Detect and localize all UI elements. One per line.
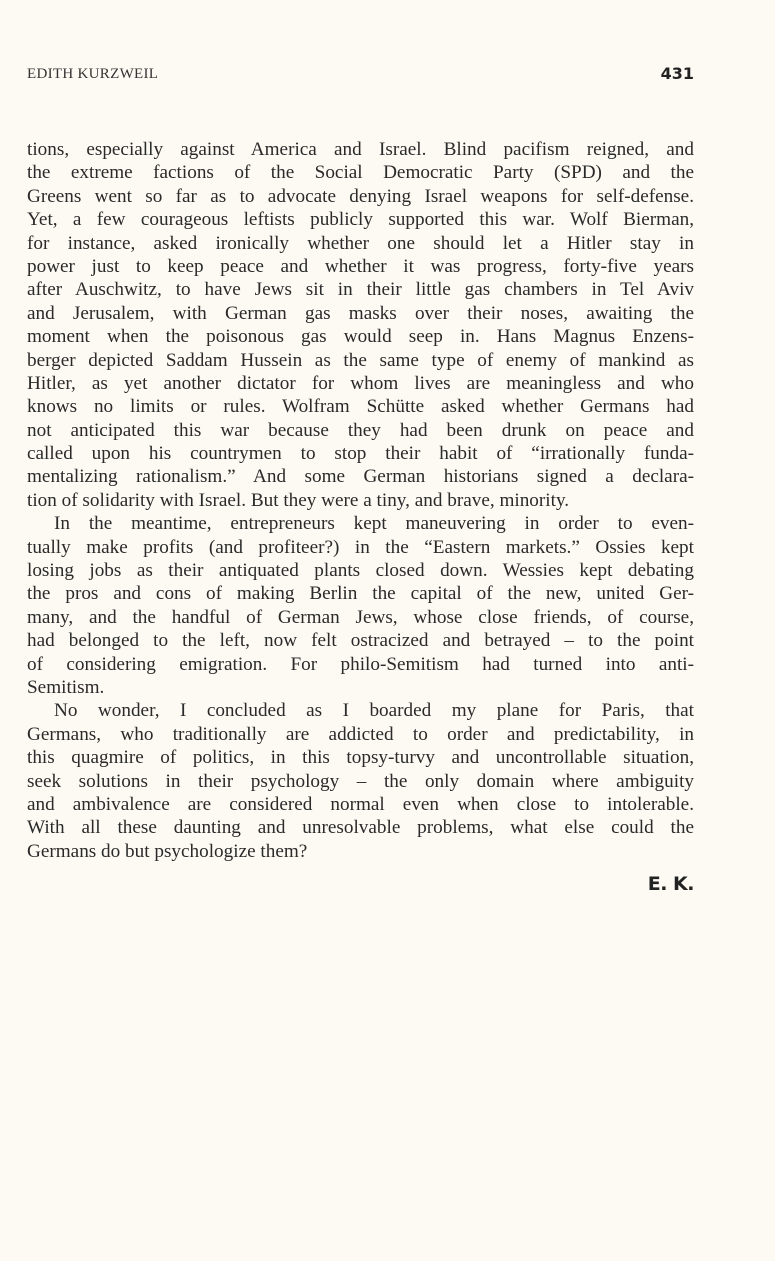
text-line: and Jerusalem, with German gas masks over their noses, awaiting the	[27, 302, 694, 324]
author-initials: E. K.	[647, 873, 694, 895]
text-line: losing jobs as their antiquated plants closed down. Wessies kept debating	[27, 560, 694, 582]
text-line: for instance, asked ironically whether one should let a Hitler stay in	[27, 232, 694, 254]
text-line: the extreme factions of the Social Democratic Party (SPD) and the	[27, 162, 694, 184]
text-line: Semitism.	[27, 676, 105, 698]
running-head-author: EDITH KURZWEIL	[27, 66, 159, 82]
text-line: power just to keep peace and whether it was progress, forty-five years	[27, 255, 694, 277]
text-line: berger depicted Saddam Hussein as the same type of enemy of mankind as	[27, 349, 694, 371]
text-line: tions, especially against America and Israel. Blind pacifism reigned, and	[27, 139, 694, 160]
text-line: many, and the handful of German Jews, whose close friends, of course,	[27, 606, 694, 628]
text-line: Greens went so far as to advocate denying Israel weapons for self-defense.	[27, 185, 694, 207]
paragraph	[27, 699, 694, 863]
text-line: tually make profits (and profiteer?) in the “Eastern markets.” Ossies kept	[27, 536, 694, 558]
text-line: moment when the poisonous gas would seep in. Hans Magnus Enzens-	[27, 326, 694, 348]
page-number: 431	[660, 64, 694, 83]
text-line: Hitler, as yet another dictator for whom lives are meaningless and who	[27, 372, 694, 394]
text-line: No wonder, I concluded as I boarded my plane for Paris, that	[54, 700, 694, 722]
text-line: had belonged to the left, now felt ostracized and betrayed – to the point	[27, 630, 694, 652]
text-line: Yet, a few courageous leftists publicly supported this war. Wolf Bierman,	[27, 209, 694, 231]
text-line: after Auschwitz, to have Jews sit in their little gas chambers in Tel Aviv	[27, 279, 694, 301]
text-line: In the meantime, entrepreneurs kept maneuvering in order to even-	[54, 513, 694, 535]
text-line: Germans do but psychologize them?	[27, 840, 308, 862]
text-line: mentalizing rationalism.” And some German historians signed a declara-	[27, 466, 694, 488]
text-line: Germans, who traditionally are addicted to order and predictability, in	[27, 723, 694, 745]
text-line: the pros and cons of making Berlin the capital of the new, united Ger-	[27, 583, 694, 605]
text-line: of considering emigration. For philo-Semitism had turned into anti-	[27, 653, 694, 675]
text-line: and ambivalence are considered normal even when close to intolerable.	[27, 793, 694, 815]
text-line: called upon his countrymen to stop their habit of “irrationally funda-	[27, 443, 694, 465]
text-line: With all these daunting and unresolvable problems, what else could the	[27, 817, 694, 839]
text-line: tion of solidarity with Israel. But they were a tiny, and brave, minority.	[27, 489, 570, 511]
text-line: not anticipated this war because they had been drunk on peace and	[27, 419, 694, 441]
body-text	[27, 138, 694, 863]
text-line: seek solutions in their psychology – the only domain where ambiguity	[27, 770, 694, 792]
paragraph	[27, 512, 694, 699]
text-line: knows no limits or rules. Wolfram Schütte asked whether Germans had	[27, 396, 694, 418]
paragraph	[27, 138, 694, 512]
text-line: this quagmire of politics, in this topsy-turvy and uncontrollable situation,	[27, 747, 694, 769]
